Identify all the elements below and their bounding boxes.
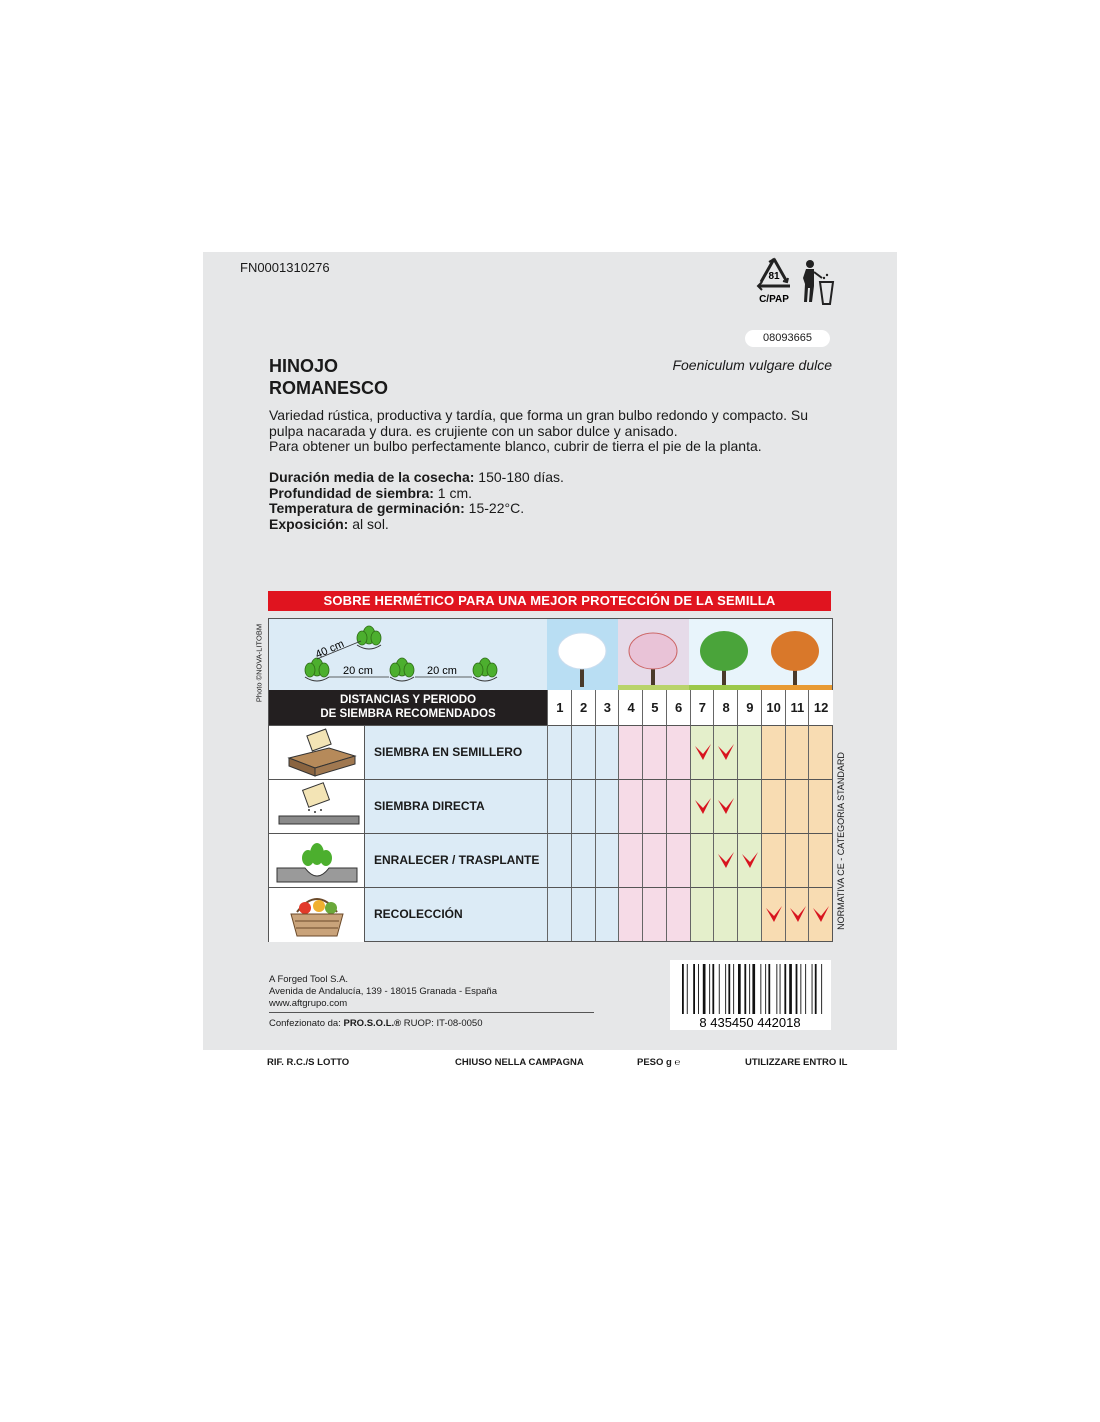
month-cell [547,725,571,779]
description-line: Variedad rústica, productiva y tardía, que forma un gran bulbo redondo y compacto. Su [269,407,809,423]
month-cell [571,725,595,779]
month-cell [690,887,714,941]
packer-brand: PRO.S.O.L.® [343,1018,402,1029]
month-cell [785,887,809,941]
distance-40-label: 40 cm [313,637,347,662]
recycle-number: 81 [768,271,780,282]
month-cell [737,887,761,941]
month-cell [547,887,571,941]
summer-tree-icon [689,619,760,690]
description [269,408,834,455]
scientific-name: Foeniculum vulgare dulce [672,357,832,373]
packer-info [269,1018,482,1029]
normativa-text: NORMATIVA CE - CATEGORIA STANDARD [836,752,846,930]
activity-row [269,779,547,833]
month-cell [761,725,785,779]
month-cell [595,833,619,887]
month-cell [618,779,642,833]
plant-icon [357,626,381,645]
month-number: 4 [618,690,643,725]
month-cell [618,725,642,779]
divider [269,1012,594,1013]
month-number: 7 [690,690,715,725]
month-cell [595,725,619,779]
description-line: Para obtener un bulbo perfectamente blanco, cubrir de tierra el pie de la planta. [269,438,762,454]
month-cell [808,725,832,779]
hermetic-banner: SOBRE HERMÉTICO PARA UNA MEJOR PROTECCIÓN DE LA SEMILLA [268,591,831,611]
month-number: 3 [595,690,620,725]
direct-sowing-icon [269,780,365,834]
company-name: A Forged Tool S.A. [269,974,349,985]
activity-row [269,833,547,887]
month-cell [690,725,714,779]
month-cell [737,725,761,779]
month-number: 5 [642,690,667,725]
lot-label: RIF. R.C./S LOTTO [267,1057,350,1068]
month-cell [547,833,571,887]
spec-label: Profundidad de siembra: [269,484,434,501]
weight-label: PESO g ℮ [637,1057,681,1068]
spec-value: 1 cm. [433,484,473,501]
check-mark-icon [714,834,738,888]
month-cell [595,887,619,941]
month-cell [761,779,785,833]
plant-icon [390,658,414,677]
month-cell [547,779,571,833]
spec-value: al sol. [348,515,389,532]
spacing-diagram [269,619,547,690]
specs-list [269,470,564,532]
check-mark-icon [691,780,715,834]
month-cell [642,725,666,779]
autumn-tree-icon [760,619,832,690]
month-cell [737,779,761,833]
spec-value: 15-22°C. [464,500,525,516]
recycle-label: C/PAP [759,294,789,305]
month-cell [761,833,785,887]
month-cell [666,833,690,887]
activity-label: SIEMBRA EN SEMILLERO [374,745,523,759]
month-cell [571,779,595,833]
trash-bin-icon [800,258,836,306]
month-cell [737,833,761,887]
check-mark-icon [714,726,738,780]
month-cell [761,887,785,941]
check-mark-icon [738,834,762,888]
spec-label: Exposición: [269,515,349,532]
table-header-line: DE SIEMBRA RECOMENDADOS [320,708,496,720]
weight-text: PESO g [637,1057,672,1068]
month-number: 10 [761,690,786,725]
activity-label: SIEMBRA DIRECTA [374,799,485,813]
month-cell [690,779,714,833]
month-cell [571,887,595,941]
distance-20-label: 20 cm [427,665,457,677]
recycle-icon [752,256,796,306]
month-cell [808,779,832,833]
check-mark-icon [809,888,833,942]
month-cell [785,833,809,887]
month-cell [713,779,737,833]
barcode-digits: 8 435450 442018 [699,1015,801,1030]
check-mark-icon [714,780,738,834]
title-line-2: ROMANESCO [269,378,389,398]
check-mark-icon [786,888,810,942]
check-mark-icon [691,726,715,780]
spring-tree-icon [618,619,689,690]
packer-prefix: Confezionato da: [269,1018,344,1029]
month-number: 1 [547,690,572,725]
photo-credit-text: Photo ©NOVA-LITOBM [254,623,264,703]
month-cell [642,833,666,887]
expiry-label: UTILIZZARE ENTRO IL [745,1057,848,1068]
company-address: Avenida de Andalucía, 139 - 18015 Granada - España [269,986,497,997]
month-cell [642,779,666,833]
month-number: 8 [713,690,738,725]
month-cell [713,833,737,887]
spec-label: Temperatura de germinación: [269,500,465,516]
month-number: 11 [785,690,810,725]
activity-label: RECOLECCIÓN [374,907,463,921]
spec-value: 150-180 días. [474,469,564,485]
month-cell [808,833,832,887]
month-number: 12 [808,690,833,725]
month-number: 9 [737,690,762,725]
month-cell [713,725,737,779]
company-web: www.aftgrupo.com [269,998,348,1009]
description-line: pulpa nacarada y dura. es crujiente con un sabor dulce y anisado. [269,422,678,439]
winter-tree-icon [547,619,618,690]
distance-20-label: 20 cm [343,665,373,677]
month-number: 2 [571,690,596,725]
month-cell [808,887,832,941]
month-cell [666,887,690,941]
sowing-calendar-table [268,618,833,942]
month-cell [666,725,690,779]
month-cell [713,887,737,941]
month-cell [666,779,690,833]
title-line-1: HINOJO [269,356,339,376]
barcode [670,960,831,1030]
month-cell [571,833,595,887]
reference-code: 08093665 [745,330,830,347]
activity-row [269,887,547,941]
normativa-label [834,742,848,940]
product-title [269,355,388,399]
packer-suffix: RUOP: IT-08-0050 [401,1018,483,1029]
activity-label: ENRALECER / TRASPLANTE [374,853,540,867]
plant-icon [305,658,329,677]
month-cell [595,779,619,833]
month-number: 6 [666,690,691,725]
transplant-icon [269,834,365,888]
harvest-basket-icon [269,888,365,942]
spec-label: Duración media de la cosecha: [269,469,475,485]
seedbed-tray-icon [269,726,365,780]
activity-row [269,725,547,779]
month-cell [618,833,642,887]
plant-icon [473,658,497,677]
month-cell [785,725,809,779]
table-header-line: DISTANCIAS Y PERIODO [339,694,477,706]
product-code: FN0001310276 [240,260,330,275]
table-header [269,690,547,725]
check-mark-icon [762,888,786,942]
company-info [269,974,497,1010]
photo-credit [252,620,266,706]
campaign-label: CHIUSO NELLA CAMPAGNA [455,1057,584,1068]
month-cell [785,779,809,833]
month-cell [642,887,666,941]
month-cell [690,833,714,887]
month-cell [618,887,642,941]
